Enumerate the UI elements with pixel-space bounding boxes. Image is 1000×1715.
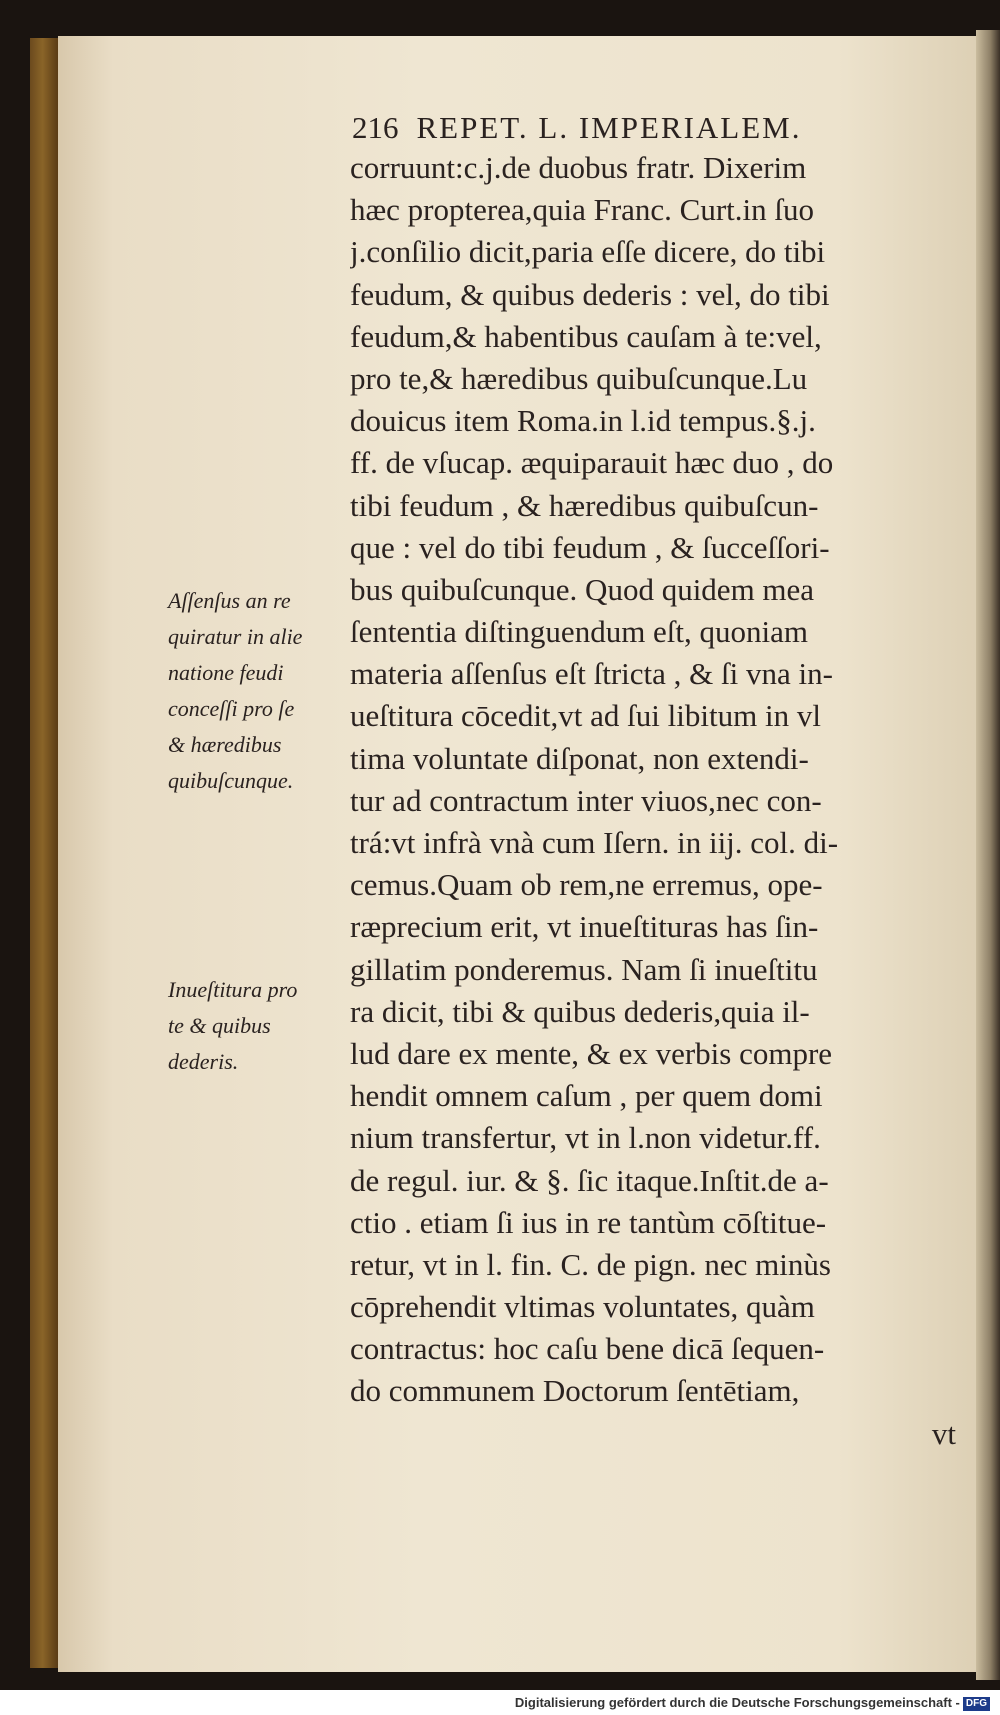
- margin-note-investiture: [168, 972, 338, 1080]
- text-line: ræprecium erit, vt inueſtituras has ſin-: [350, 909, 819, 945]
- text-line: ſententia diſtinguendum eſt, quoniam: [350, 614, 809, 650]
- catchword: vt: [931, 1415, 956, 1451]
- footer-credit: Digitalisierung gefördert durch die Deutsche Forschungsgemeinschaft -: [514, 1695, 960, 1710]
- running-header: [352, 110, 912, 146]
- text-line: retur, vt in l. fin. C. de pign. nec minùs: [350, 1246, 831, 1282]
- text-line: tibi feudum , & hæredibus quibuſcun-: [350, 487, 819, 523]
- text-line: cemus.Quam ob rem,ne erremus, ope-: [350, 867, 823, 903]
- text-line: j.conſilio dicit,paria eſſe dicere, do tibi: [350, 234, 826, 270]
- text-line: bus quibuſcunque. Quod quidem mea: [350, 571, 815, 607]
- text-line: hæc propterea,quia Franc. Curt.in ſuo: [350, 192, 815, 228]
- main-text-block: [350, 147, 956, 1455]
- text-line: tur ad contractum inter viuos,nec con-: [350, 782, 822, 818]
- text-line: tima voluntate diſponat, non extendi-: [350, 740, 809, 776]
- text-line: douicus item Roma.in l.id tempus.§.j.: [350, 403, 816, 439]
- margin-note-line: Inueſtitura pro: [168, 977, 298, 1002]
- text-line: trá:vt infrà vnà cum Iſern. in iij. col. di-: [350, 825, 839, 860]
- text-line: lud dare ex mente, & ex verbis compre: [350, 1035, 833, 1071]
- text-line: que : vel do tibi feudum , & ſucceſſori-: [350, 529, 830, 565]
- margin-note-line: conceſſi pro ſe: [168, 696, 295, 721]
- dfg-logo-icon: DFG: [963, 1697, 990, 1711]
- margin-note-line: quiratur in alie: [168, 624, 303, 649]
- text-line: pro te,& hæredibus quibuſcunque.Lu: [350, 360, 808, 396]
- margin-note-line: Aſſenſus an re: [168, 588, 291, 613]
- page-number: 216: [352, 110, 399, 145]
- text-line: ff. de vſucap. æquiparauit hæc duo , do: [350, 445, 834, 481]
- margin-note-line: te & quibus: [168, 1013, 271, 1038]
- text-line: cōprehendit vltimas voluntates, quàm: [350, 1289, 815, 1325]
- text-line: hendit omnem caſum , per quem domi: [350, 1078, 823, 1114]
- book-binding: [30, 38, 58, 1668]
- text-line: materia aſſenſus eſt ſtricta , & ſi vna in-: [350, 656, 833, 692]
- text-line: nium transfertur, vt in l.non videtur.ff.: [350, 1120, 821, 1156]
- text-line: corruunt:c.j.de duobus fratr. Dixerim: [350, 150, 807, 185]
- text-line: feudum,& habentibus cauſam à te:vel,: [350, 318, 822, 354]
- margin-note-assent: [168, 583, 338, 799]
- text-line: gillatim ponderemus. Nam ſi inueſtitu: [350, 951, 818, 987]
- margin-note-line: natione feudi: [168, 660, 284, 685]
- margin-note-line: & hæredibus: [168, 732, 282, 757]
- text-line: ctio . etiam ſi ius in re tantùm cōſtitue-: [350, 1204, 827, 1240]
- text-line: de regul. iur. & §. ſic itaque.Inſtit.de a-: [350, 1162, 829, 1198]
- margin-note-line: dederis.: [168, 1049, 239, 1074]
- digitization-footer: [0, 1690, 990, 1715]
- text-line: ueſtitura cōcedit,vt ad ſui libitum in vl: [350, 698, 821, 734]
- page-edge: [976, 30, 1000, 1680]
- running-title: REPET. L. IMPERIALEM.: [416, 110, 802, 145]
- text-line: do communem Doctorum ſentētiam,: [350, 1373, 800, 1409]
- margin-note-line: quibuſcunque.: [168, 768, 294, 793]
- text-line: contractus: hoc caſu bene dicā ſequen-: [350, 1331, 825, 1367]
- text-line: ra dicit, tibi & quibus dederis,quia il-: [350, 993, 810, 1029]
- text-line: feudum, & quibus dederis : vel, do tibi: [350, 276, 830, 312]
